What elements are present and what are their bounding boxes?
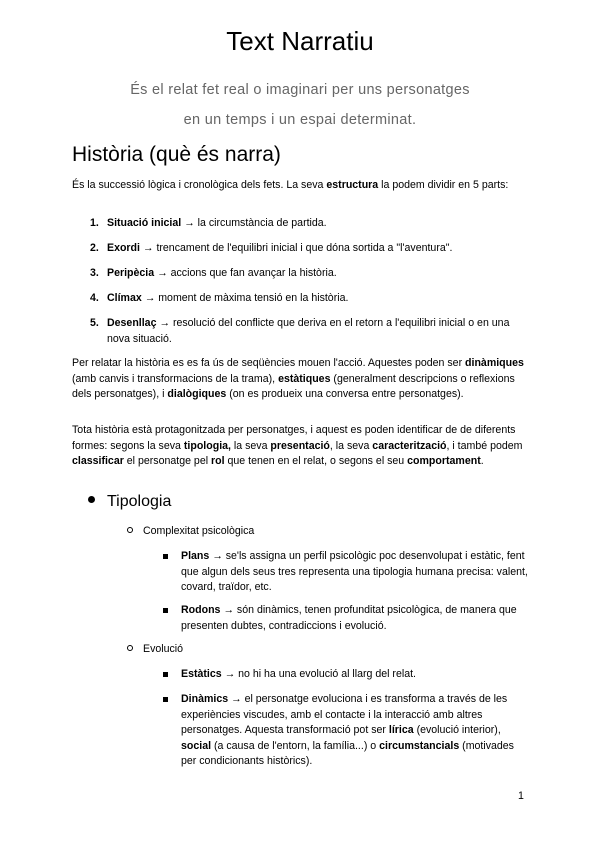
- list-item: Dinàmics → el personatge evoluciona i es transforma a través de les experiències viscudes, amb el contacte i la interacció amb altres personatges. Aquesta transformació pot ser lírica (evolució interior), social (a causa de l'entorn, la família...) o circumstancials (motivades per condicionants històrics).: [163, 692, 528, 770]
- square-bullet-icon: [163, 697, 168, 702]
- characters-paragraph: Tota història està protagonitzada per personatges, i aquest es poden identificar de de diferents formes: segons la seva tipologia, la seva presentació, la seva caracterització, i també podem classificar el personatge pel rol que tenen en el relat, o segons el seu comportament.: [72, 424, 523, 467]
- bullet-dot-icon: [88, 496, 95, 503]
- subtitle-line-2: en un temps i un espai determinat.: [183, 112, 417, 128]
- list-item: 1. Situació inicial → la circumstància de partida.: [90, 217, 327, 229]
- list-item: Plans → se'ls assigna un perfil psicològic poc desenvolupat i estàtic, fent que algun dels seus tres representa una tipologia humana precisa: valent, covard, traïdor, etc.: [163, 549, 528, 596]
- list-item: 4. Clímax → moment de màxima tensió en la història.: [90, 292, 349, 304]
- tipologia-bullet: Tipologia: [88, 493, 171, 511]
- intro-paragraph: És la successió lògica i cronològica dels fets. La seva estructura la podem dividir en 5 parts:: [72, 179, 509, 191]
- page-title: Text Narratiu: [226, 26, 374, 56]
- page-number: 1: [518, 790, 524, 802]
- list-item: 3. Peripècia → accions que fan avançar la història.: [90, 267, 337, 279]
- list-item: 2. Exordi → trencament de l'equilibri inicial i que dóna sortida a "l'aventura".: [90, 242, 453, 254]
- section-heading: Història (què és narra): [72, 143, 281, 166]
- subtitle-line-1: És el relat fet real o imaginari per uns personatges: [130, 82, 470, 98]
- circle-bullet-icon: [127, 527, 133, 533]
- list-item: Rodons → són dinàmics, tenen profunditat psicològica, de manera que presenten dubtes, contradiccions i evolució.: [163, 603, 528, 634]
- evolucio-bullet: Evolució: [127, 642, 183, 657]
- list-item: Estàtics → no hi ha una evolució al llarg del relat.: [163, 667, 528, 683]
- square-bullet-icon: [163, 554, 168, 559]
- sequences-paragraph: Per relatar la història es es fa ús de seqüències mouen l'acció. Aquestes poden ser dinàmiques (amb canvis i transformacions de la trama), estàtiques (generalment descripcions o reflexions dels personatges), i dialògiques (on es produeix una conversa entre personatges).: [72, 357, 524, 400]
- square-bullet-icon: [163, 672, 168, 677]
- structure-list: [72, 216, 532, 357]
- complexitat-bullet: Complexitat psicològica: [127, 524, 254, 539]
- square-bullet-icon: [163, 608, 168, 613]
- circle-bullet-icon: [127, 645, 133, 651]
- list-item: 5. Desenllaç → resolució del conflicte que deriva en el retorn a l'equilibri inicial o en una nova situació.: [90, 317, 510, 345]
